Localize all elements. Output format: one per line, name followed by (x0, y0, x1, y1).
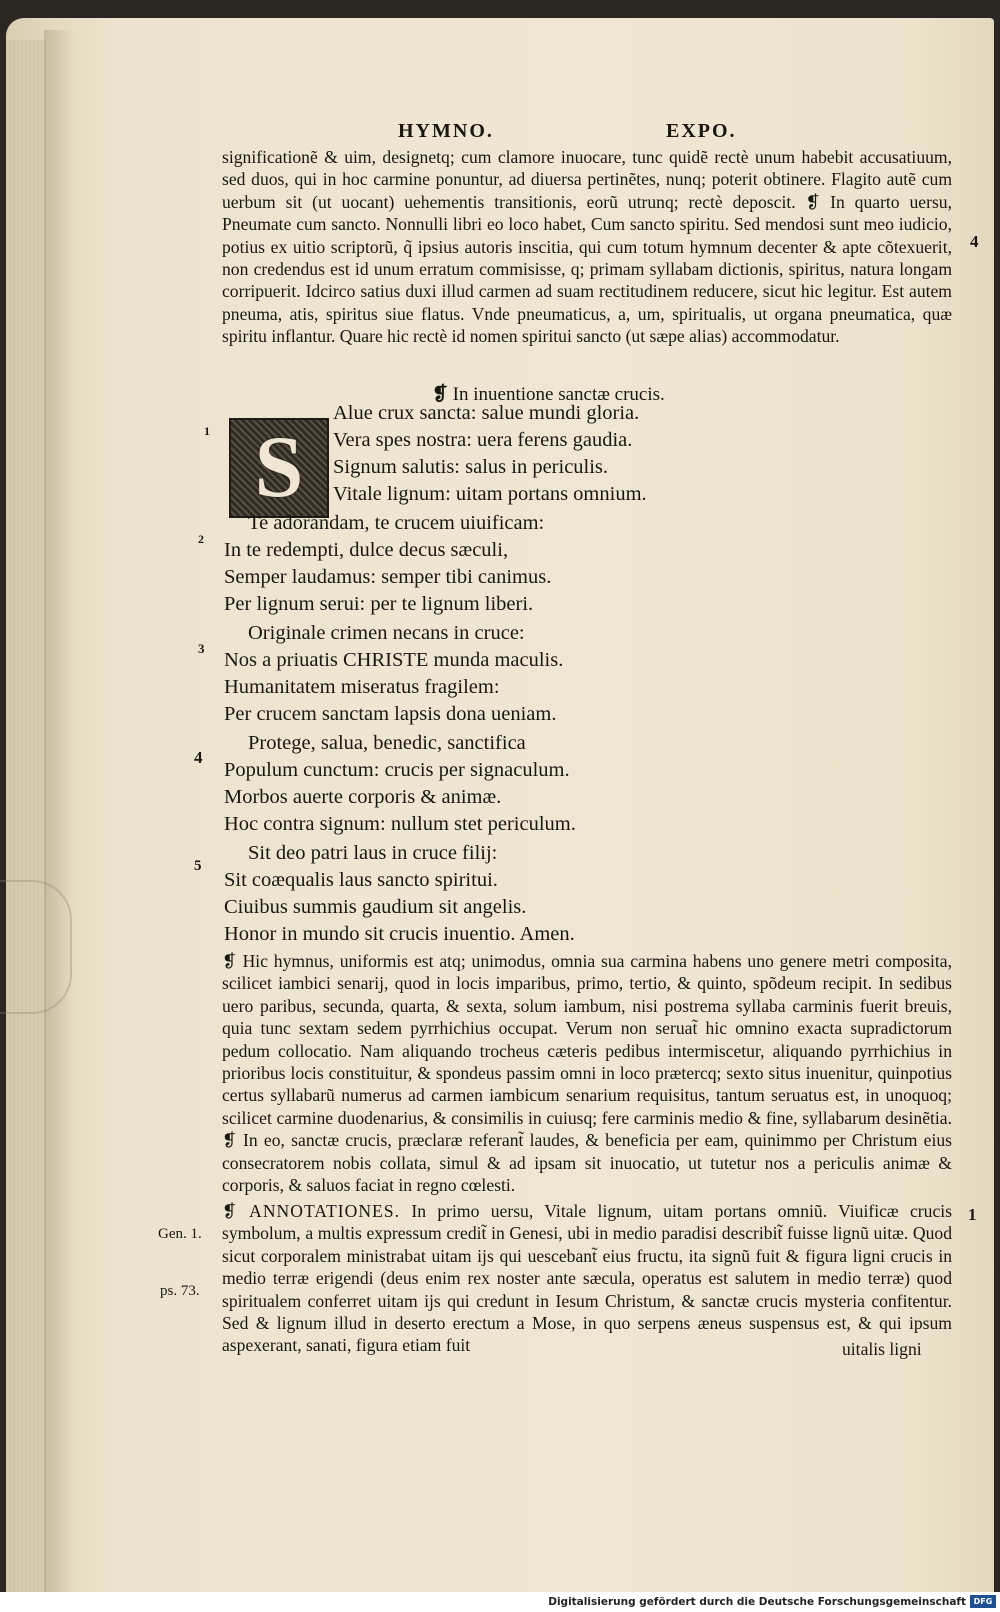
annotations-paragraph (222, 1200, 952, 1357)
annotations-text: In primo uersu, Vitale lignum, uitam portans omniũ. Viuificæ crucis symbolum, a multis expressum credit̃ in Genesi, ubi in medio paradisi describit̃ fuisse lignũ uitæ. Quod sicut corporalem ministrabat uitam ijs qui uescebant̃ eius fructu, ita signũ fuit & figura ligni crucis in medio terræ erigendi (deus enim rex noster ante sæcula, operatus est salutem in medio terræ) quod spiritualem conferret uitam ijs qui credunt in Iesum Christum, & sanctæ crucis mysteria confitentur. Sed & lignum illud in deserto erectum a Mose, in quo serpens æneus suspensus est, & qui ipsum aspexerant, sanati, figura etiam fuit (222, 1201, 952, 1356)
footer-credit: Digitalisierung gefördert durch die Deutsche Forschungsgemeinschaft (548, 1596, 966, 1608)
margin-number-right-1: 1 (968, 1205, 977, 1224)
hymn-line-1: Alue crux sancta: salue mundi gloria. (333, 402, 640, 424)
drop-cap-letter: S (254, 419, 304, 516)
hymn-line-9: Originale crimen necans in cruce: (248, 622, 525, 644)
hymn-line-12: Per crucem sanctam lapsis dona ueniam. (224, 703, 557, 725)
hymn-line-5: Te adorandam, te crucem uiuificam: (248, 512, 545, 534)
dfg-logo-icon: DFG (970, 1595, 996, 1608)
margin-number-left-2: 2 (198, 532, 204, 546)
hymn-line-7: Semper laudamus: semper tibi canimus. (224, 566, 552, 588)
margin-number-left-3: 3 (198, 641, 205, 656)
hymn-line-18: Sit coæqualis laus sancto spiritui. (224, 869, 498, 891)
hymn-line-4: Vitale lignum: uitam portans omnium. (333, 483, 647, 505)
hymn-line-13: Protege, salua, benedic, sanctifica (248, 732, 526, 754)
hymn-line-11: Humanitatem miseratus fragilem: (224, 676, 500, 698)
hymn-line-10: Nos a priuatis CHRISTE munda maculis. (224, 649, 564, 671)
hymn-line-20: Honor in mundo sit crucis inuentio. Amen. (224, 923, 575, 945)
running-head-left: HYMNO. (398, 120, 494, 142)
margin-number-left-4: 4 (194, 748, 203, 767)
hymn-line-19: Ciuibus summis gaudium sit angelis. (224, 896, 527, 918)
commentary-paragraph-1: significationẽ & uim, designetq; cum clamore inuocare, tunc quidẽ rectè unum habebit accusatiuum, sed duos, qui in hoc carmine ponuntur, ad diuersa pertinẽtes, nunq; poterit obtinere. Flagito autẽ cum uerbum sit (ut uocant) uehementis transitionis, eorũ utrunq; rectè deposcit. ❡ In quarto uersu, Pneumate cum sancto. Nonnulli libri eo loco habet, Cum sancto spiritu. Sed mendosi sunt meo iudicio, potius ex uitio scriptorũ, q̃ ipsius autoris inscitia, qui cum totum hymnum decenter & apte cõtexuerit, non credendus est id unum erratum commisisse, q; primam syllabam dictionis, spiritus, natura longam corripuerit. Idcirco satius duxi illud carmen ad suam rectitudinem reducere, sicut hic legitur. Est autem pneuma, atis, spiritus siue flatus. Vnde pneumaticus, a, um, spiritualis, ut organa pneumatica, quæ spiritu inflantur. Quare hic rectè id nomen spiritui sancto (ut sæpe alias) accommodatur. (222, 147, 952, 347)
catchword: uitalis ligni (842, 1339, 922, 1359)
hymn-line-15: Morbos auerte corporis & animæ. (224, 786, 502, 808)
annotations-lead: ❡ ANNOTATIONES. (222, 1201, 400, 1221)
hymn-line-8: Per lignum serui: per te lignum liberi. (224, 593, 534, 615)
margin-ref-genesis: Gen. 1. (158, 1226, 202, 1242)
woodcut-initial (229, 418, 329, 518)
gutter-shadow (44, 30, 74, 1592)
hymn-line-3: Signum salutis: salus in periculis. (333, 456, 609, 478)
hymn-line-6: In te redempti, dulce decus sæculi, (224, 539, 509, 561)
digitization-footer (0, 1592, 1000, 1612)
margin-number-right-4: 4 (970, 232, 979, 251)
page-edge-stack (6, 40, 46, 1592)
clip-impression (0, 880, 72, 1014)
commentary-paragraph-2: ❡ Hic hymnus, uniformis est atq; unimodus, omnia sua carmina habens uno genere metri composita, scilicet iambici senarij, quod in locis imparibus, primo, tertio, & quinto, spõdeum recipit. In sedibus uero paribus, secunda, quarta, & sexta, solum iambum, nisi postrema syllaba carminis fuerit breuis, quia tunc sextam sedem pyrrhichius occupat. Verum non seruat̃ hic omnino exacta supradictorum pedum collocatio. Nam aliquando trocheus cæteris pedibus intermiscetur, aliquando pyrrhichius in prioribus locis constituitur, & spondeus passim omni in loco prætercq; sexto situs inuenitur, quinpotius certus syllabarũ numerus ad carmen iambicum senarium requisitus, tantum seruatus est, in unoquoq; scilicet carmine duodenarius, & consimilis in cuiusq; fere carminis medio & fine, syllabarum desinẽtia. ❡ In eo, sanctæ crucis, præclaræ referant̃ laudes, & beneficia per eam, quinimmo per Christum eius consecratorem nobis collata, simul & ad ipsam sit inuocatio, ut tutetur nos a periculis animæ & corporis, & saluos faciat in regno cœlesti. (222, 951, 952, 1196)
margin-number-left-1: 1 (204, 424, 210, 438)
margin-number-left-5: 5 (194, 858, 202, 874)
margin-ref-psalm: ps. 73. (160, 1283, 200, 1299)
pilcrow-icon: ❡ (432, 384, 453, 405)
running-head-right: EXPO. (666, 120, 737, 142)
hymn-heading-text: In inuentione sanctæ crucis. (452, 384, 665, 405)
hymn-line-14: Populum cunctum: crucis per signaculum. (224, 759, 570, 781)
hymn-line-16: Hoc contra signum: nullum stet periculum. (224, 813, 576, 835)
hymn-line-2: Vera spes nostra: uera ferens gaudia. (333, 429, 633, 451)
hymn-line-17: Sit deo patri laus in cruce filij: (248, 842, 498, 864)
